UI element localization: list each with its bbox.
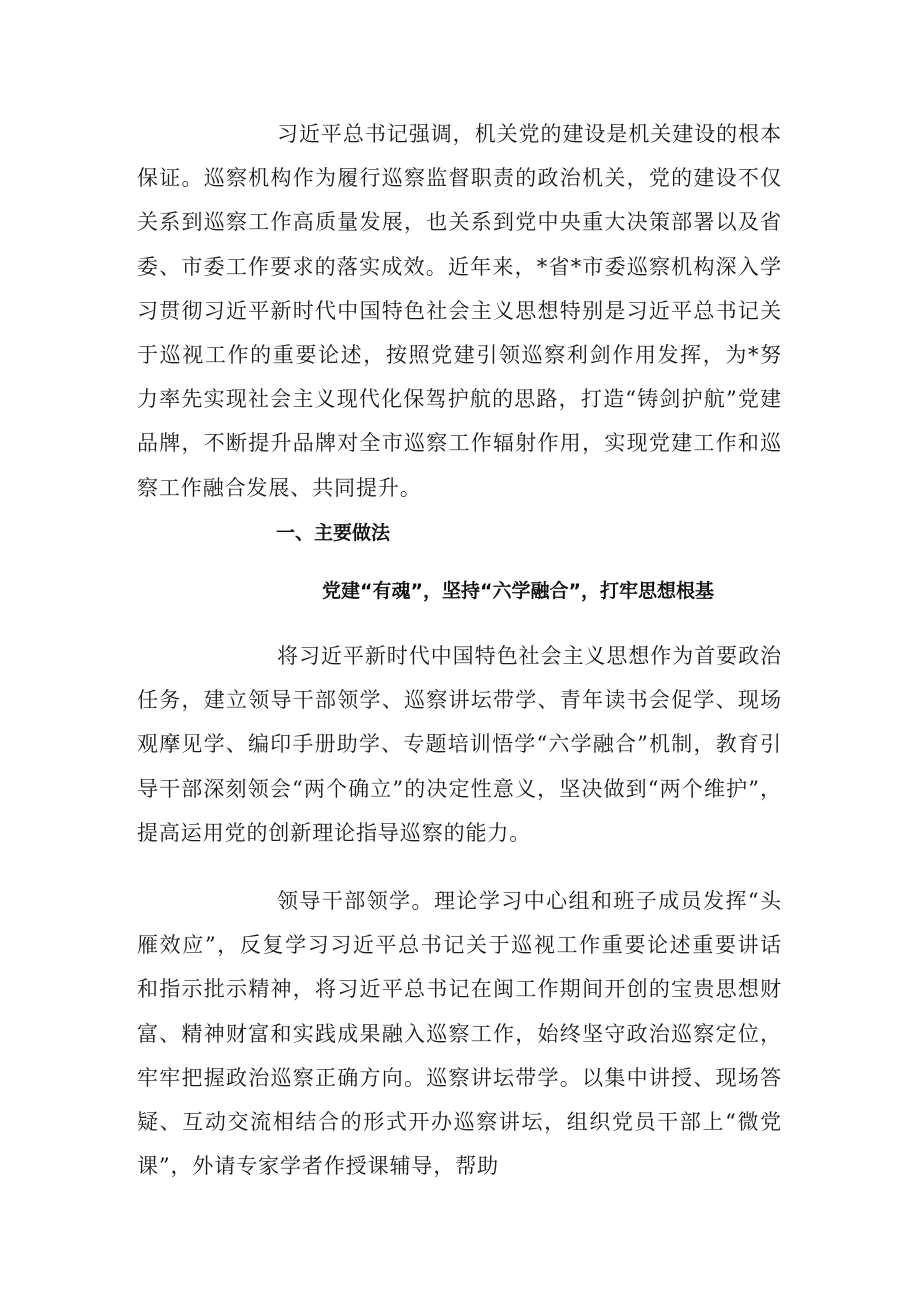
subsection-heading: 党建“有魂”，坚持“六学融合”，打牢思想根基: [322, 580, 714, 602]
section-heading: 一、主要做法: [276, 522, 391, 544]
body-paragraph: 领导干部领学。理论学习中心组和班子成员发挥“头雁效应”，反复学习习近平总书记关于巡视工作重要论述重要讲话和指示批示精神，将习近平总书记在闽工作期间开创的宝贵思想财富、精神财富和实践成果融入巡察工作，始终坚守政治巡察定位，牢牢把握政治巡察正确方向。巡察讲坛带学。以集中讲授、现场答疑、互动交流相结合的形式开办巡察讲坛，组织党员干部上“微党课”，外请专家学者作授课辅导，帮助: [137, 889, 782, 1179]
body-paragraph: 将习近平新时代中国特色社会主义思想作为首要政治任务，建立领导干部领学、巡察讲坛带学、青年读书会促学、现场观摩见学、编印手册助学、专题培训悟学“六学融合”机制，教育引导干部深刻领会“两个确立”的决定性意义，坚决做到“两个维护”，提高运用党的创新理论指导巡察的能力。: [137, 644, 782, 845]
intro-paragraph: 习近平总书记强调，机关党的建设是机关建设的根本保证。巡察机构作为履行巡察监督职责的政治机关，党的建设不仅关系到巡察工作高质量发展，也关系到党中央重大决策部署以及省委、市委工作要求的落实成效。近年来，*省*市委巡察机构深入学习贯彻习近平新时代中国特色社会主义思想特别是习近平总书记关于巡视工作的重要论述，按照党建引领巡察利剑作用发挥，为*努力率先实现社会主义现代化保驾护航的思路，打造“铸剑护航”党建品牌，不断提升品牌对全市巡察工作辐射作用，实现党建工作和巡察工作融合发展、共同提升。: [137, 122, 782, 500]
